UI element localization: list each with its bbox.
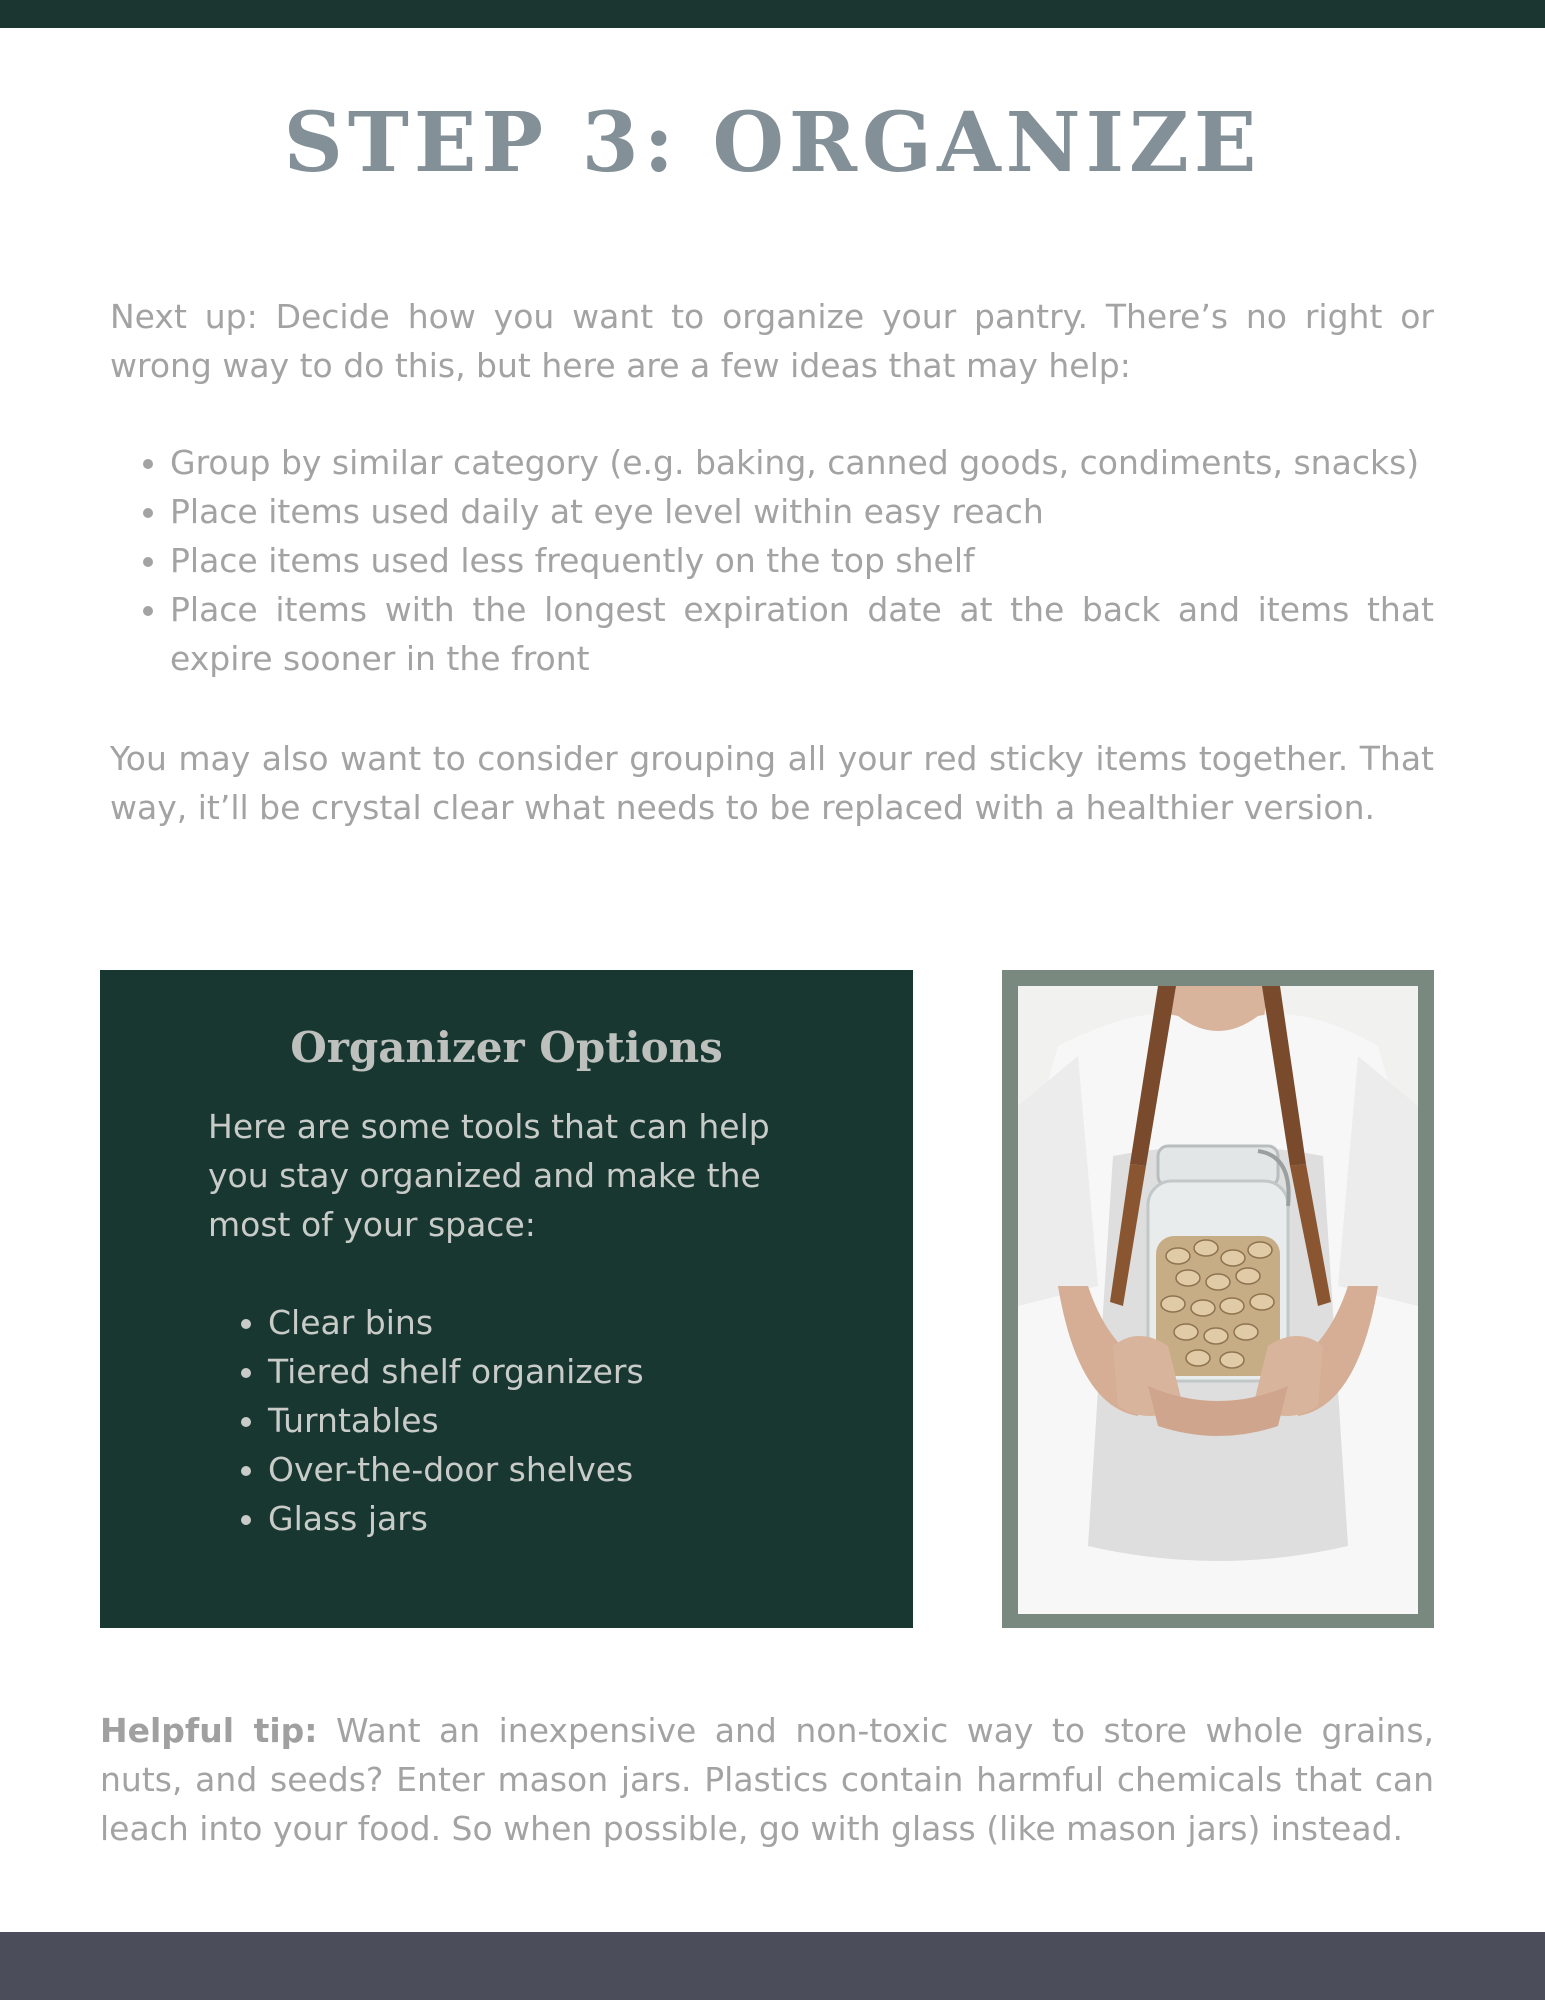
list-item: • Place items used daily at eye level within easy reach: [170, 487, 1434, 536]
helpful-tip: [100, 1706, 1434, 1853]
consider-paragraph: You may also want to consider grouping all your red sticky items together. That way, it’ll be crystal clear what needs to be replaced with a healthier version.: [110, 739, 1434, 827]
list-item: • Turntables: [268, 1396, 808, 1445]
organizer-options-description: Here are some tools that can help you stay organized and make the most of your space:: [208, 1107, 770, 1244]
helpful-tip-text: Want an inexpensive and non-toxic way to store whole grains, nuts, and seeds? Enter mason jars. Plastics contain harmful chemicals that can leach into your food. So when possible, go with glass (like mason jars) instead.: [100, 1711, 1434, 1848]
photo-frame: [1002, 970, 1434, 1628]
jar-photo: [1018, 986, 1418, 1614]
organizer-options-box: [100, 970, 913, 1628]
person-holding-jar-illustration: [1018, 986, 1418, 1614]
list-item: • Group by similar category (e.g. baking, canned goods, condiments, snacks): [170, 438, 1434, 487]
list-item: • Clear bins: [268, 1298, 808, 1347]
list-item: • Place items with the longest expiration date at the back and items that expire sooner in the front: [170, 585, 1434, 683]
organizing-ideas-list: [110, 438, 1434, 683]
footer-band: [0, 1932, 1545, 2000]
top-band: [0, 0, 1545, 28]
list-item: • Glass jars: [268, 1494, 808, 1543]
list-item: • Over-the-door shelves: [268, 1445, 808, 1494]
helpful-tip-label: Helpful tip:: [100, 1711, 318, 1750]
intro-paragraph: Next up: Decide how you want to organize your pantry. There’s no right or wrong way to do this, but here are a few ideas that may help:: [110, 297, 1434, 385]
list-item: • Tiered shelf organizers: [268, 1347, 808, 1396]
page-title: STEP 3: ORGANIZE: [283, 95, 1262, 191]
list-item: • Place items used less frequently on the top shelf: [170, 536, 1434, 585]
tools-list: [208, 1298, 808, 1543]
organizer-options-title: Organizer Options: [290, 1023, 723, 1072]
